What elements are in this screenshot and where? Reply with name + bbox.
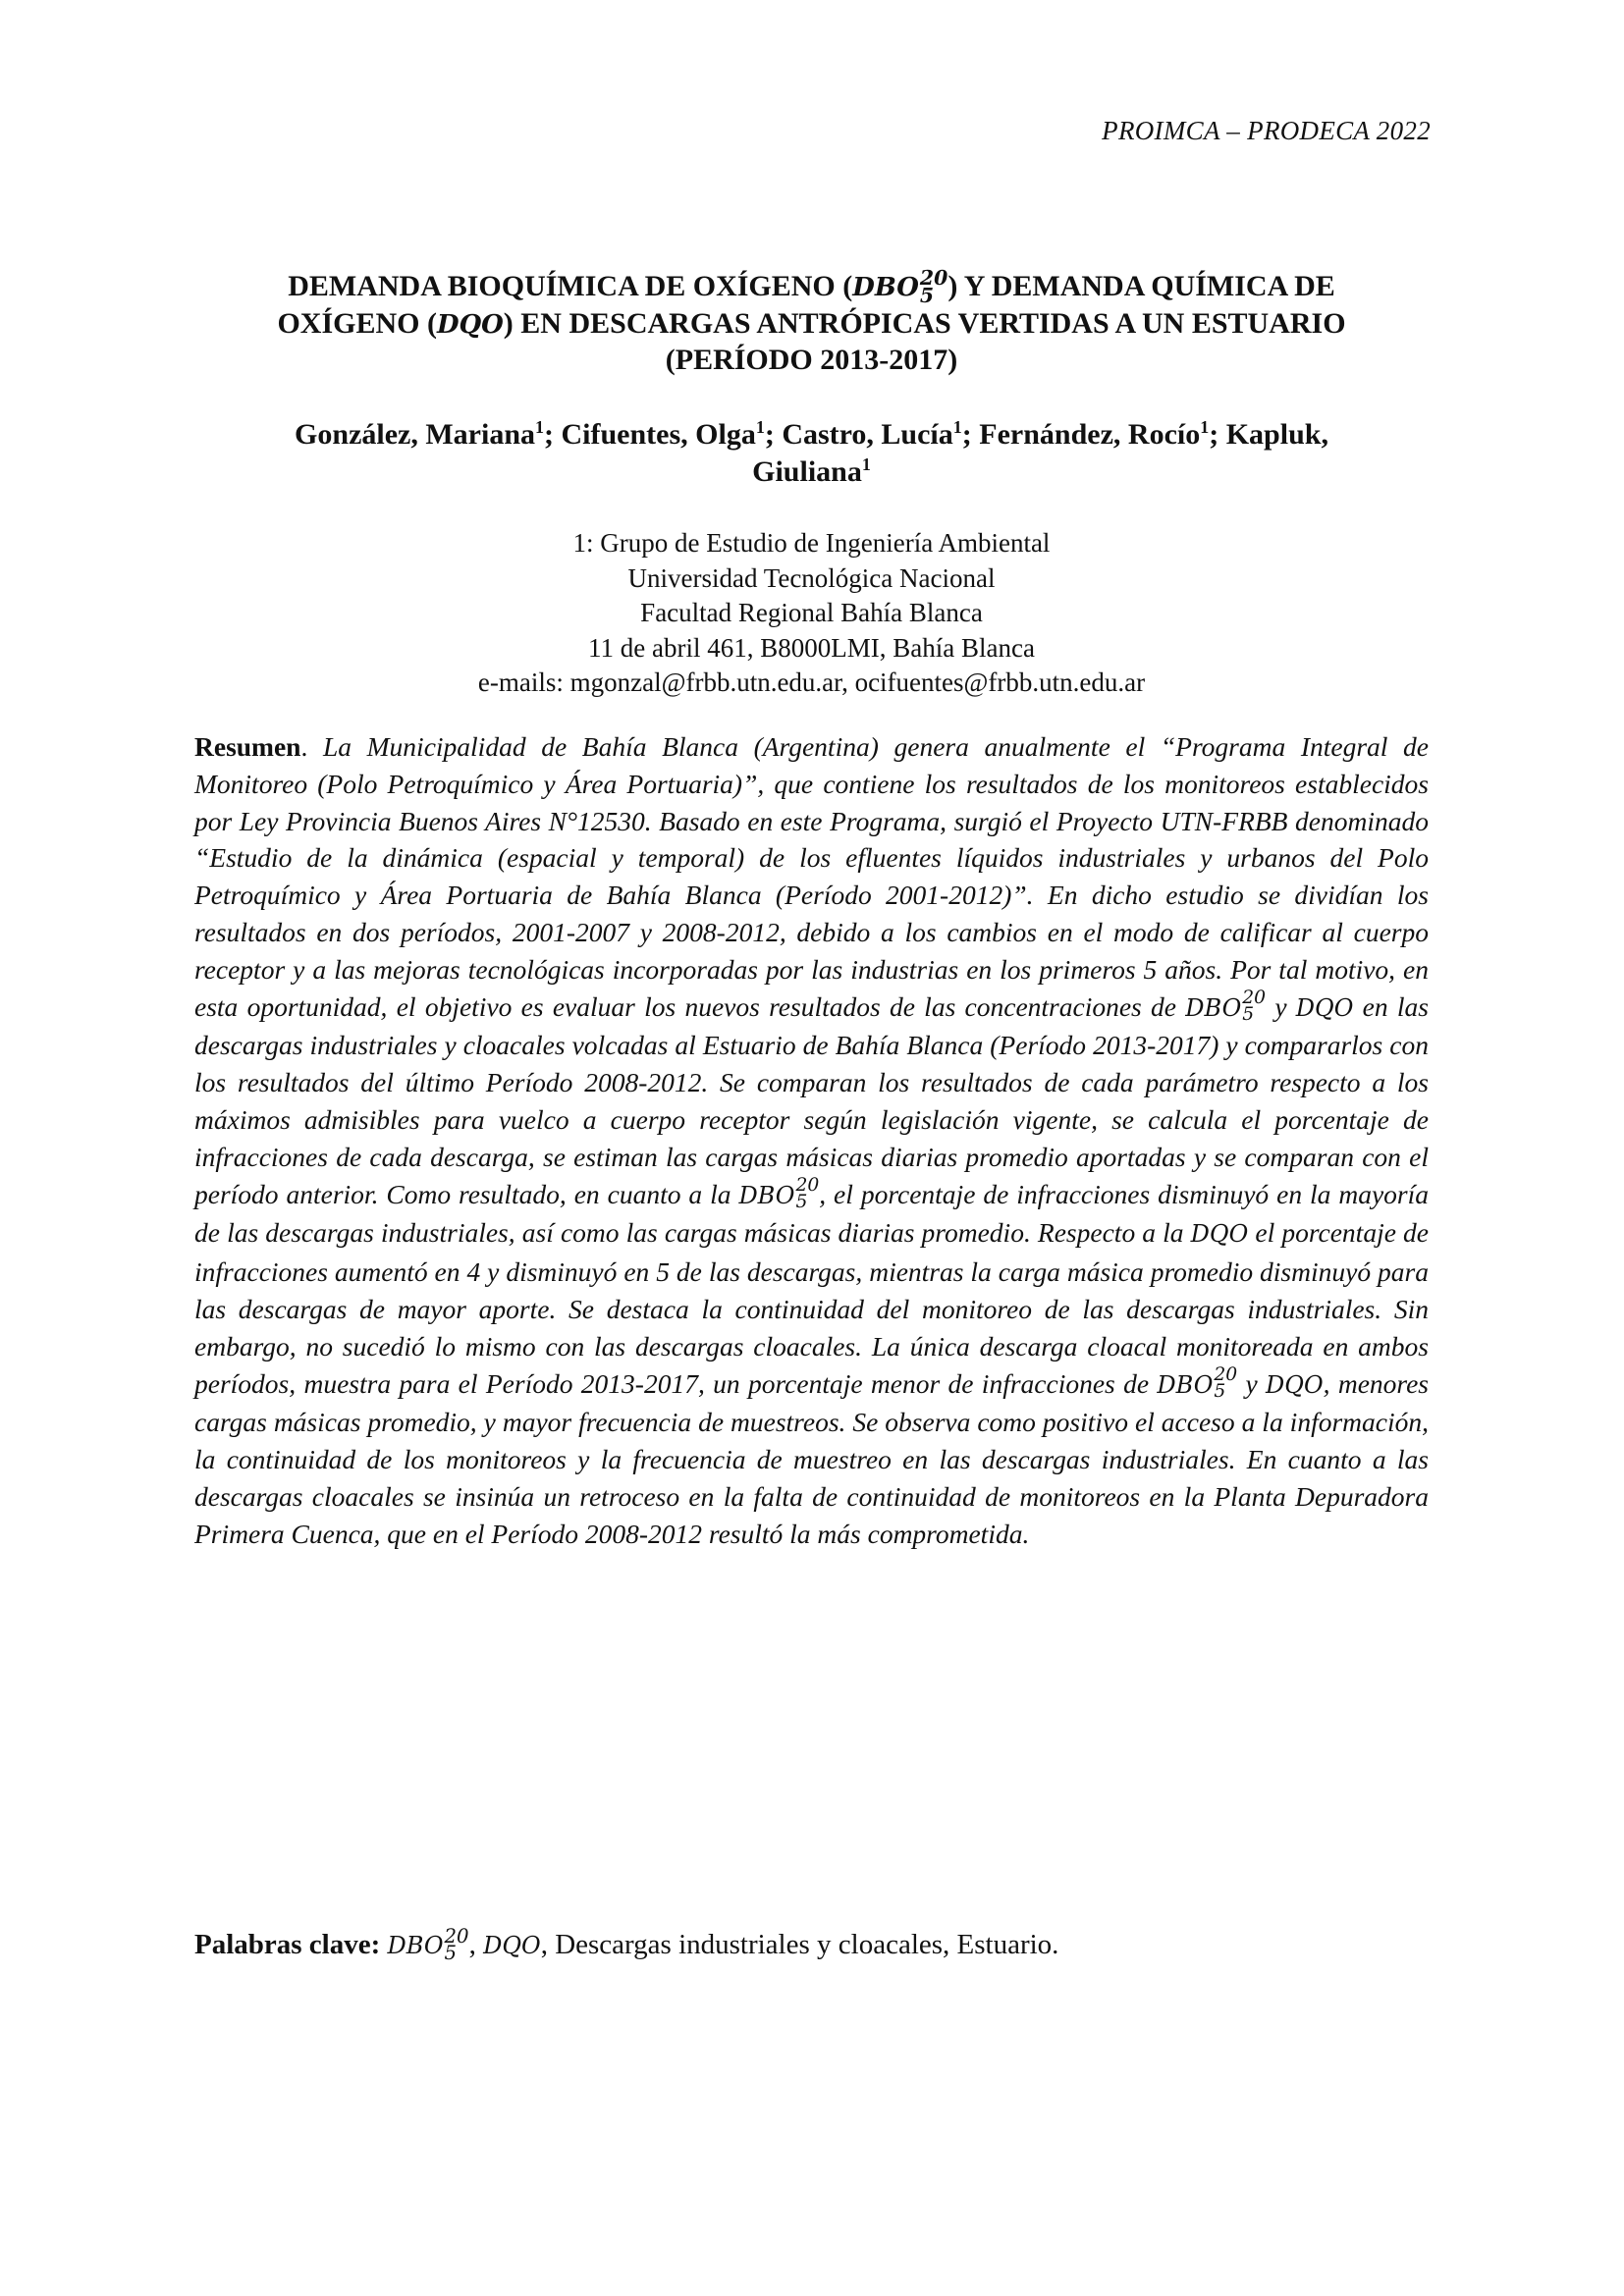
dqo-symbol: DQO	[436, 310, 504, 341]
dbo-indices: 20 5	[919, 265, 948, 308]
abstract: Resumen. La Municipalidad de Bahía Blanca (Argentina) genera anualmente el “Programa Integral de Monitoreo (Polo Petroquímico y Área Portuaria)”, que contiene los resultados de los monitoreos establecidos por Ley Provincia Buenos Aires N°12530. Basado en este Programa, surgió el Proyecto UTN-FRBB denominado “Estudio de la dinámica (espacial y temporal) de los efluentes líquidos industriales y urbanos del Polo Petroquímico y Área Portuaria de Bahía Blanca (Período 2001-2012)”. En dicho estudio se dividían los resultados en dos períodos, 2001-2007 y 2008-2012, debido a los cambios en el modo de calificar al cuerpo receptor y a las mejoras tecnológicas incorporadas por las industrias en los primeros 5 años. Por tal motivo, en esta oportunidad, el objetivo es evaluar los nuevos resultados de las concentraciones de DBO 20 5 y DQO en las descargas industriales y cloacales volcadas al Estuario de Bahía Blanca (Período 2013-2017) y compararlos con los resultados del último Período 2008-2012. Se comparan los resultados de cada parámetro respecto a los máximos admisibles para vuelco a cuerpo receptor según legislación vigente, se calcula el porcentaje de infracciones de cada descarga, se estiman las cargas másicas diarias promedio aportadas y se comparan con el período anterior. Como resultado, en cuanto a la DBO 20 5 , el porcentaje de infracciones disminuyó en la mayoría de las descargas industriales, así como las cargas másicas diarias promedio. Respecto a la DQO el porcentaje de infracciones aumentó en 4 y disminuyó en 5 de las descargas, mientras la carga másica promedio disminuyó para las descargas de mayor aporte. Se destaca la continuidad del monitoreo de las descargas industriales. Sin embargo, no sucedió lo mismo con las descargas cloacales. La única descarga cloacal monitoreada en ambos períodos, muestra para el Período 2013-2017, un porcentaje menor de infracciones de DBO 20 5 y DQO, menores cargas másicas promedio, y mayor frecuencia de muestreos. Se observa como positivo el acceso a la información, la continuidad de los monitoreos y la frecuencia de muestreo en las descargas industriales. En cuanto a las descargas cloacales se insinúa un retroceso en la falta de continuidad de monitoreos en la Planta Depuradora Primera Cuenca, que en el Período 2008-2012 resultó la más comprometida.	[194, 731, 1429, 1549]
author-castro: ; Castro, Lucía	[764, 418, 953, 451]
title-line-2: OXÍGENO (DQO) EN DESCARGAS ANTRÓPICAS VERTIDAS A UN ESTUARIO	[277, 307, 1346, 341]
dbo-symbol: DBO	[387, 1932, 444, 1959]
affiliation-block	[194, 526, 1429, 701]
author-cifuentes: ; Cifuentes, Olga	[544, 418, 756, 451]
affiliation-university: Universidad Tecnológica Nacional	[627, 562, 996, 593]
dqo-symbol: DQO	[483, 1932, 541, 1959]
affiliation-faculty: Facultad Regional Bahía Blanca	[640, 598, 983, 627]
dbo-symbol: DBO	[852, 273, 919, 302]
abstract-label: Resumen	[194, 731, 301, 762]
dbo-symbol: DBO	[1157, 1370, 1214, 1399]
dqo-symbol: DQO	[1266, 1370, 1324, 1399]
author-kapluk: ; Kapluk,	[1209, 418, 1328, 451]
running-header: PROIMCA – PRODECA 2022	[1102, 116, 1431, 145]
title-line-3: (PERÍODO 2013-2017)	[665, 344, 958, 377]
authors-line-2: Giuliana$^1$	[752, 454, 871, 488]
paper-title	[194, 265, 1429, 378]
author-gonzalez: González, Mariana	[295, 418, 535, 451]
title-line-1: DEMANDA BIOQUÍMICA DE OXÍGENO (DBO 20 5 ) Y DEMANDA QUÍMICA DE	[288, 265, 1335, 308]
author-fernandez: ; Fernández, Rocío	[961, 418, 1201, 451]
abstract-body: La Municipalidad de Bahía Blanca (Argentina) genera anualmente el “Programa Integral de Monitoreo (Polo Petroquímico y Área Portuaria)”, que contiene los resultados de los monitoreos establecidos por Ley Provincia Buenos Aires N°12530. Basado en este Programa, surgió el Proyecto UTN-FRBB denominado “Estudio de la dinámica (espacial y temporal) de los efluentes líquidos industriales y urbanos del Polo Petroquímico y Área Portuaria de Bahía Blanca (Período 2001-2012)”. En dicho estudio se dividían los resultados en dos períodos, 2001-2007 y 2008-2012, debido a los cambios en el modo de calificar al cuerpo receptor y a las mejoras tecnológicas incorporadas por las industrias en los primeros 5 años. Por tal motivo, en esta oportunidad, el objetivo es evaluar los nuevos resultados de las concentraciones de DBO 20 5 y DQO en las descargas industriales y cloacales volcadas al Estuario de Bahía Blanca (Período 2013-2017) y compararlos con los resultados del último Período 2008-2012. Se comparan los resultados de cada parámetro respecto a los máximos admisibles para vuelco a cuerpo receptor según legislación vigente, se calcula el porcentaje de infracciones de cada descarga, se estiman las cargas másicas diarias promedio aportadas y se comparan con el período anterior. Como resultado, en cuanto a la DBO 20 5 , el porcentaje de infracciones disminuyó en la mayoría de las descargas industriales, así como las cargas másicas diarias promedio. Respecto a la DQO el porcentaje de infracciones aumentó en 4 y disminuyó en 5 de las descargas, mientras la carga másica promedio disminuyó para las descargas de mayor aporte. Se destaca la continuidad del monitoreo de las descargas industriales. Sin embargo, no sucedió lo mismo con las descargas cloacales. La única descarga cloacal monitoreada en ambos períodos, muestra para el Período 2013-2017, un porcentaje menor de infracciones de DBO 20 5 y DQO, menores cargas másicas promedio, y mayor frecuencia de muestreos. Se observa como positivo el acceso a la información, la continuidad de los monitoreos y la frecuencia de muestreo en las descargas industriales. En cuanto a las descargas cloacales se insinúa un retroceso en la falta de continuidad de monitoreos en la Planta Depuradora Primera Cuenca, que en el Período 2008-2012 resultó la más comprometida.	[194, 731, 1429, 1549]
keywords: Palabras clave: DBO 20 5 , DQO, Descargas industriales y cloacales, Estuario.	[194, 1924, 1059, 1965]
authors-line-1: González, Mariana$^1$; Cifuentes, Olga$^1$; Castro, Lucía$^1$; Fernández, Rocío$^1$; Kapluk,	[295, 417, 1328, 451]
affiliation-address: 11 de abril 461, B8000LMI, Bahía Blanca	[588, 632, 1035, 663]
dbo-symbol: DBO	[1185, 993, 1242, 1022]
keywords-label: Palabras clave:	[194, 1929, 381, 1960]
affiliation-emails: e-mails: mgonzal@frbb.utn.edu.ar, ocifuentes@frbb.utn.edu.ar	[477, 667, 1146, 697]
author-list	[194, 416, 1429, 491]
affiliation-group: 1: Grupo de Estudio de Ingeniería Ambiental	[572, 528, 1051, 558]
dqo-symbol: DQO	[1295, 993, 1354, 1022]
dqo-symbol: DQO	[1190, 1220, 1249, 1249]
dbo-symbol: DBO	[738, 1181, 795, 1209]
keywords-list: Descargas industriales y cloacales, Estuario.	[547, 1929, 1059, 1960]
